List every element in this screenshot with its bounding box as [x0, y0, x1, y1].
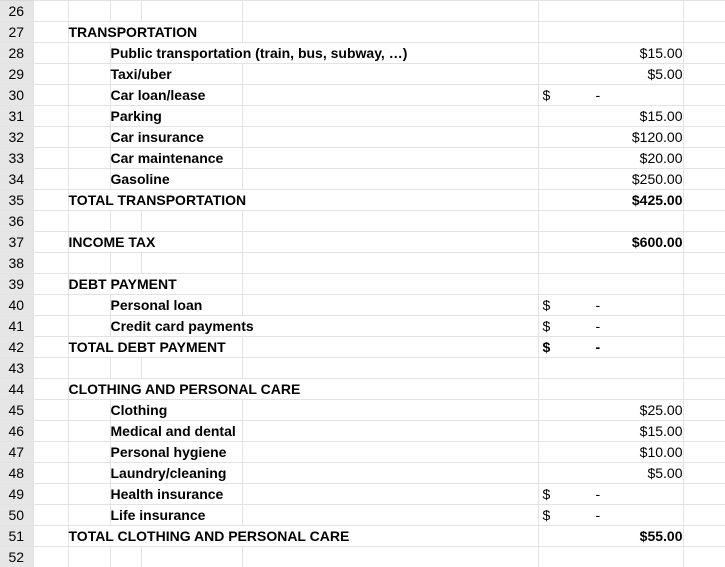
cell-B33[interactable]: [68, 148, 110, 169]
cell-F44[interactable]: [538, 379, 683, 400]
row-header-35[interactable]: 35: [0, 190, 33, 211]
sheet-row-48: [0, 463, 725, 484]
cell-A46[interactable]: [33, 421, 68, 442]
row-header-50[interactable]: 50: [0, 505, 33, 526]
sheet-row-51: [0, 526, 725, 547]
cell-label: Life insurance: [110, 507, 206, 523]
cell-B50[interactable]: [68, 505, 110, 526]
cell-B29[interactable]: [68, 64, 110, 85]
sheet-row-28: [0, 43, 725, 64]
sheet-row-33: [0, 148, 725, 169]
cell-B49[interactable]: [68, 484, 110, 505]
cell-label: TRANSPORTATION: [68, 24, 198, 40]
row-header-36[interactable]: 36: [0, 211, 33, 232]
cell-A43[interactable]: [33, 358, 68, 379]
cell-G51[interactable]: [683, 526, 725, 547]
cell-B35[interactable]: [68, 190, 538, 211]
cell-label: Laundry/cleaning: [110, 465, 227, 481]
sheet-row-26: [0, 1, 725, 22]
cell-D26[interactable]: [141, 1, 242, 22]
cell-F42[interactable]: [538, 337, 683, 358]
accounting-dash: -: [595, 486, 601, 502]
cell-E42[interactable]: [242, 337, 538, 358]
cell-B37[interactable]: [68, 232, 242, 253]
cell-C38[interactable]: [110, 253, 141, 274]
cell-C34[interactable]: [110, 169, 242, 190]
cell-C36[interactable]: [110, 211, 141, 232]
currency-symbol: $: [542, 297, 551, 313]
row-header-44[interactable]: 44: [0, 379, 33, 400]
cell-C43[interactable]: [110, 358, 141, 379]
cell-A35[interactable]: [33, 190, 68, 211]
row-header-45[interactable]: 45: [0, 400, 33, 421]
cell-G45[interactable]: [683, 400, 725, 421]
cell-G48[interactable]: [683, 463, 725, 484]
cell-F41[interactable]: [538, 316, 683, 337]
cell-F38[interactable]: [538, 253, 683, 274]
cell-F51[interactable]: [538, 526, 683, 547]
cell-F31[interactable]: [538, 106, 683, 127]
row-header-46[interactable]: 46: [0, 421, 33, 442]
cell-A52[interactable]: [33, 547, 68, 567]
cell-label: Health insurance: [110, 486, 224, 502]
row-header-32[interactable]: 32: [0, 127, 33, 148]
cell-C48[interactable]: [110, 463, 242, 484]
cell-F27[interactable]: [538, 22, 683, 43]
cell-A45[interactable]: [33, 400, 68, 421]
accounting-dash: -: [595, 507, 601, 523]
currency-symbol: $: [542, 87, 551, 103]
cell-C50[interactable]: [110, 505, 242, 526]
accounting-dash: -: [595, 318, 601, 334]
cell-label: Clothing: [110, 402, 168, 418]
cell-E26[interactable]: [242, 1, 538, 22]
currency-symbol: $: [542, 339, 551, 355]
cell-G50[interactable]: [683, 505, 725, 526]
cell-F43[interactable]: [538, 358, 683, 379]
cell-E36[interactable]: [242, 211, 538, 232]
cell-G47[interactable]: [683, 442, 725, 463]
cell-E38[interactable]: [242, 253, 538, 274]
cell-C49[interactable]: [110, 484, 242, 505]
cell-F29[interactable]: [538, 64, 683, 85]
row-header-47[interactable]: 47: [0, 442, 33, 463]
cell-G27[interactable]: [683, 22, 725, 43]
cell-A44[interactable]: [33, 379, 68, 400]
sheet-row-32: [0, 127, 725, 148]
cell-label: Public transportation (train, bus, subway, …): [110, 45, 408, 61]
cell-B48[interactable]: [68, 463, 110, 484]
sheet-row-47: [0, 442, 725, 463]
cell-G28[interactable]: [683, 43, 725, 64]
cell-value: $15.00: [639, 45, 683, 61]
cell-B27[interactable]: [68, 22, 242, 43]
row-header-37[interactable]: 37: [0, 232, 33, 253]
cell-A31[interactable]: [33, 106, 68, 127]
cell-B39[interactable]: [68, 274, 242, 295]
cell-G49[interactable]: [683, 484, 725, 505]
cell-E48[interactable]: [242, 463, 538, 484]
cell-value: $25.00: [639, 402, 683, 418]
cell-A50[interactable]: [33, 505, 68, 526]
cell-G31[interactable]: [683, 106, 725, 127]
cell-E27[interactable]: [242, 22, 538, 43]
cell-A26[interactable]: [33, 1, 68, 22]
cell-B52[interactable]: [68, 547, 110, 567]
cell-A49[interactable]: [33, 484, 68, 505]
cell-F26[interactable]: [538, 1, 683, 22]
row-header-34[interactable]: 34: [0, 169, 33, 190]
cell-B30[interactable]: [68, 85, 110, 106]
cell-B46[interactable]: [68, 421, 110, 442]
row-header-42[interactable]: 42: [0, 337, 33, 358]
cell-F39[interactable]: [538, 274, 683, 295]
cell-C33[interactable]: [110, 148, 242, 169]
row-header-51[interactable]: 51: [0, 526, 33, 547]
cell-C26[interactable]: [110, 1, 141, 22]
sheet-row-39: [0, 274, 725, 295]
cell-B42[interactable]: [68, 337, 242, 358]
cell-F52[interactable]: [538, 547, 683, 567]
cell-E47[interactable]: [242, 442, 538, 463]
cell-E49[interactable]: [242, 484, 538, 505]
cell-B36[interactable]: [68, 211, 110, 232]
cell-A37[interactable]: [33, 232, 68, 253]
sheet-row-44: [0, 379, 725, 400]
sheet-row-45: [0, 400, 725, 421]
cell-A27[interactable]: [33, 22, 68, 43]
cell-label: Parking: [110, 108, 162, 124]
cell-C29[interactable]: [110, 64, 242, 85]
cell-G52[interactable]: [683, 547, 725, 567]
cell-F48[interactable]: [538, 463, 683, 484]
cell-D43[interactable]: [141, 358, 242, 379]
cell-value: $20.00: [639, 150, 683, 166]
row-header-49[interactable]: 49: [0, 484, 33, 505]
cell-label: TOTAL CLOTHING AND PERSONAL CARE: [68, 528, 350, 544]
cell-C45[interactable]: [110, 400, 242, 421]
cell-B38[interactable]: [68, 253, 110, 274]
cell-C40[interactable]: [110, 295, 242, 316]
cell-B43[interactable]: [68, 358, 110, 379]
cell-G34[interactable]: [683, 169, 725, 190]
cell-F45[interactable]: [538, 400, 683, 421]
cell-A51[interactable]: [33, 526, 68, 547]
currency-symbol: $: [542, 318, 551, 334]
cell-G26[interactable]: [683, 1, 725, 22]
cell-label: Personal hygiene: [110, 444, 227, 460]
cell-label: DEBT PAYMENT: [68, 276, 177, 292]
cell-value: $600.00: [631, 234, 683, 250]
cell-F36[interactable]: [538, 211, 683, 232]
row-header-48[interactable]: 48: [0, 463, 33, 484]
sheet-row-46: [0, 421, 725, 442]
row-header-52[interactable]: 52: [0, 547, 33, 567]
cell-C47[interactable]: [110, 442, 242, 463]
cell-E37[interactable]: [242, 232, 538, 253]
cell-label: Car insurance: [110, 129, 204, 145]
sheet-row-29: [0, 64, 725, 85]
cell-B31[interactable]: [68, 106, 110, 127]
cell-E50[interactable]: [242, 505, 538, 526]
cell-D36[interactable]: [141, 211, 242, 232]
cell-B28[interactable]: [68, 43, 110, 64]
sheet-row-31: [0, 106, 725, 127]
cell-G35[interactable]: [683, 190, 725, 211]
cell-value: $120.00: [631, 129, 683, 145]
cell-B47[interactable]: [68, 442, 110, 463]
cell-value: $55.00: [639, 528, 683, 544]
row-header-27[interactable]: 27: [0, 22, 33, 43]
cell-G41[interactable]: [683, 316, 725, 337]
cell-B34[interactable]: [68, 169, 110, 190]
cell-B45[interactable]: [68, 400, 110, 421]
cell-C41[interactable]: [110, 316, 538, 337]
cell-A42[interactable]: [33, 337, 68, 358]
cell-A30[interactable]: [33, 85, 68, 106]
cell-B32[interactable]: [68, 127, 110, 148]
cell-G39[interactable]: [683, 274, 725, 295]
cell-F32[interactable]: [538, 127, 683, 148]
sheet-row-30: [0, 85, 725, 106]
cell-label: INCOME TAX: [68, 234, 156, 250]
sheet-row-49: [0, 484, 725, 505]
row-header-33[interactable]: 33: [0, 148, 33, 169]
sheet-row-40: [0, 295, 725, 316]
cell-B40[interactable]: [68, 295, 110, 316]
cell-G37[interactable]: [683, 232, 725, 253]
cell-F49[interactable]: [538, 484, 683, 505]
cell-E52[interactable]: [242, 547, 538, 567]
row-header-29[interactable]: 29: [0, 64, 33, 85]
cell-F30[interactable]: [538, 85, 683, 106]
currency-symbol: $: [542, 507, 551, 523]
cell-E30[interactable]: [242, 85, 538, 106]
sheet-row-27: [0, 22, 725, 43]
cell-E40[interactable]: [242, 295, 538, 316]
cell-A47[interactable]: [33, 442, 68, 463]
cell-G33[interactable]: [683, 148, 725, 169]
cell-label: Credit card payments: [110, 318, 254, 334]
row-header-30[interactable]: 30: [0, 85, 33, 106]
currency-symbol: $: [542, 486, 551, 502]
cell-F33[interactable]: [538, 148, 683, 169]
cell-label: CLOTHING AND PERSONAL CARE: [68, 381, 301, 397]
cell-label: TOTAL DEBT PAYMENT: [68, 339, 226, 355]
cell-A40[interactable]: [33, 295, 68, 316]
row-header-39[interactable]: 39: [0, 274, 33, 295]
cell-F37[interactable]: [538, 232, 683, 253]
cell-F46[interactable]: [538, 421, 683, 442]
cell-B26[interactable]: [68, 1, 110, 22]
cell-E39[interactable]: [242, 274, 538, 295]
accounting-dash: -: [595, 87, 601, 103]
cell-B44[interactable]: [68, 379, 538, 400]
row-header-31[interactable]: 31: [0, 106, 33, 127]
cell-B41[interactable]: [68, 316, 110, 337]
row-header-26[interactable]: 26: [0, 1, 33, 22]
sheet-row-38: [0, 253, 725, 274]
sheet-row-41: [0, 316, 725, 337]
cell-C32[interactable]: [110, 127, 242, 148]
sheet-row-34: [0, 169, 725, 190]
sheet-row-42: [0, 337, 725, 358]
cell-A36[interactable]: [33, 211, 68, 232]
cell-E43[interactable]: [242, 358, 538, 379]
cell-value: $5.00: [647, 465, 683, 481]
cell-F34[interactable]: [538, 169, 683, 190]
cell-G46[interactable]: [683, 421, 725, 442]
cell-C46[interactable]: [110, 421, 242, 442]
cell-E31[interactable]: [242, 106, 538, 127]
cell-C30[interactable]: [110, 85, 242, 106]
row-header-40[interactable]: 40: [0, 295, 33, 316]
row-header-28[interactable]: 28: [0, 43, 33, 64]
cell-A32[interactable]: [33, 127, 68, 148]
cell-label: TOTAL TRANSPORTATION: [68, 192, 247, 208]
cell-value: $5.00: [647, 66, 683, 82]
cell-label: Medical and dental: [110, 423, 236, 439]
cell-D38[interactable]: [141, 253, 242, 274]
cell-C52[interactable]: [110, 547, 141, 567]
cell-G40[interactable]: [683, 295, 725, 316]
sheet-row-50: [0, 505, 725, 526]
sheet-row-37: [0, 232, 725, 253]
cell-A33[interactable]: [33, 148, 68, 169]
cell-label: Personal loan: [110, 297, 203, 313]
cell-E33[interactable]: [242, 148, 538, 169]
cell-G30[interactable]: [683, 85, 725, 106]
cell-D52[interactable]: [141, 547, 242, 567]
row-header-43[interactable]: 43: [0, 358, 33, 379]
sheet-row-43: [0, 358, 725, 379]
cell-G38[interactable]: [683, 253, 725, 274]
cell-F50[interactable]: [538, 505, 683, 526]
cell-G36[interactable]: [683, 211, 725, 232]
cell-G44[interactable]: [683, 379, 725, 400]
cell-G42[interactable]: [683, 337, 725, 358]
cell-label: Gasoline: [110, 171, 170, 187]
cell-E34[interactable]: [242, 169, 538, 190]
cell-G29[interactable]: [683, 64, 725, 85]
cell-A34[interactable]: [33, 169, 68, 190]
sheet-row-52: [0, 547, 725, 567]
cell-label: Taxi/uber: [110, 66, 172, 82]
sheet-rows: [0, 1, 725, 567]
cell-F28[interactable]: [538, 43, 683, 64]
sheet-row-36: [0, 211, 725, 232]
cell-E29[interactable]: [242, 64, 538, 85]
cell-label: Car maintenance: [110, 150, 224, 166]
cell-F40[interactable]: [538, 295, 683, 316]
cell-E32[interactable]: [242, 127, 538, 148]
cell-value: $15.00: [639, 108, 683, 124]
cell-G43[interactable]: [683, 358, 725, 379]
cell-value: $15.00: [639, 423, 683, 439]
cell-value: $250.00: [631, 171, 683, 187]
cell-G32[interactable]: [683, 127, 725, 148]
cell-C28[interactable]: [110, 43, 538, 64]
cell-E46[interactable]: [242, 421, 538, 442]
row-header-38[interactable]: 38: [0, 253, 33, 274]
cell-A29[interactable]: [33, 64, 68, 85]
accounting-dash: -: [595, 339, 601, 355]
cell-C31[interactable]: [110, 106, 242, 127]
cell-A38[interactable]: [33, 253, 68, 274]
cell-A39[interactable]: [33, 274, 68, 295]
cell-E45[interactable]: [242, 400, 538, 421]
cell-A48[interactable]: [33, 463, 68, 484]
cell-value: $425.00: [631, 192, 683, 208]
cell-label: Car loan/lease: [110, 87, 206, 103]
accounting-dash: -: [595, 297, 601, 313]
sheet-row-35: [0, 190, 725, 211]
cell-value: $10.00: [639, 444, 683, 460]
cell-B51[interactable]: [68, 526, 538, 547]
cell-A41[interactable]: [33, 316, 68, 337]
cell-F35[interactable]: [538, 190, 683, 211]
cell-A28[interactable]: [33, 43, 68, 64]
cell-F47[interactable]: [538, 442, 683, 463]
row-header-41[interactable]: 41: [0, 316, 33, 337]
